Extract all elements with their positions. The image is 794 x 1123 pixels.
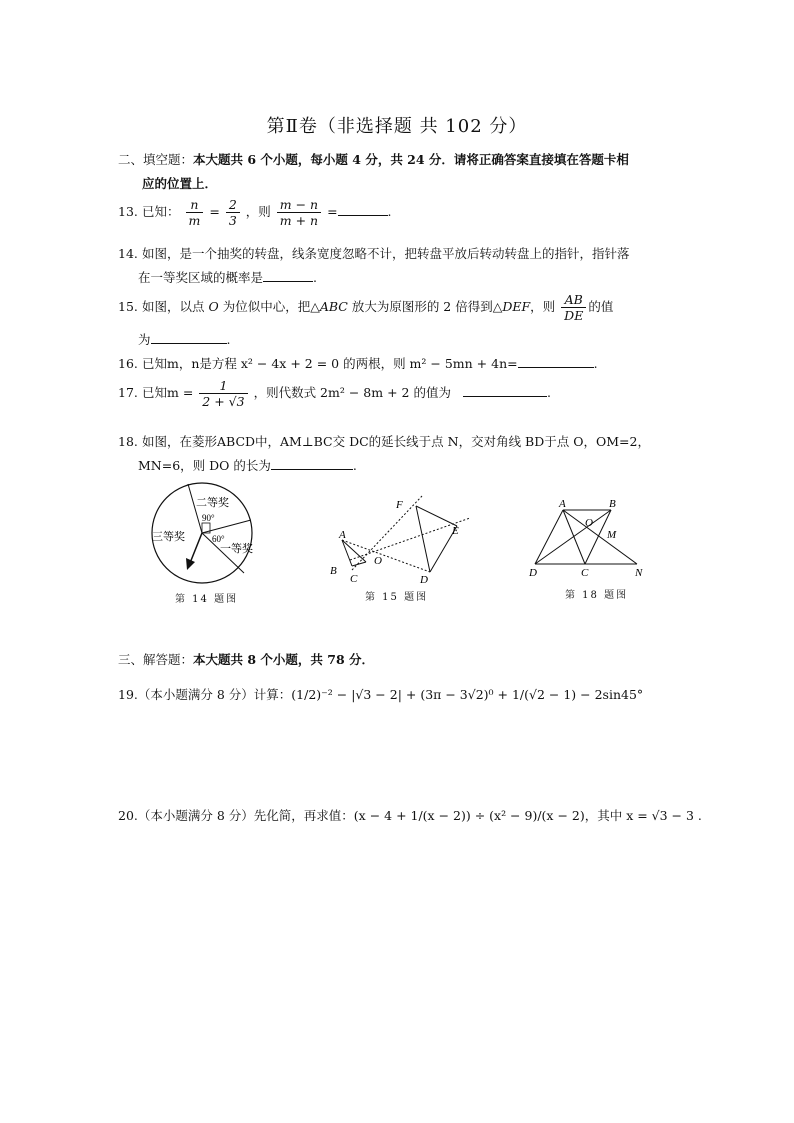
q13-answer-blank[interactable]	[338, 215, 388, 216]
label-angle-60: 60°	[212, 534, 225, 544]
figure-18-caption: 第 18 题图	[565, 590, 629, 601]
side-fd	[416, 506, 430, 572]
q15-answer-blank[interactable]	[151, 343, 227, 344]
side-bc	[352, 562, 366, 566]
question-18-line-2	[138, 456, 357, 474]
q17-suffix: ，则代数式 2m² − 8m + 2 的值为	[253, 385, 451, 400]
q13-f3-den: m + n	[279, 213, 319, 228]
q13-then: ，则	[245, 204, 271, 219]
point-o-label: O	[585, 517, 593, 529]
q17-prefix: 已知m =	[142, 385, 194, 400]
question-16	[118, 354, 598, 372]
q15-line-2-text: 为	[138, 332, 151, 347]
q13-f2-num: 2	[226, 197, 240, 213]
point-c-label: C	[350, 573, 358, 585]
point-c-label: C	[581, 567, 589, 579]
q14-dot: .	[313, 270, 317, 285]
figure-14-caption: 第 14 题图	[175, 594, 239, 605]
q13-prefix: 已知：	[142, 204, 180, 219]
question-15-line-2	[138, 330, 231, 348]
point-f-label: F	[396, 499, 403, 511]
q18-line-1: 如图，在菱形ABCD中，AM⊥BC交 DC的延长线于点 N，交对角线 BD于点 O，OM=2，	[142, 434, 650, 449]
section-3-heading	[118, 650, 374, 668]
q19-number: 19.	[118, 687, 138, 702]
q13-f2-den: 3	[228, 213, 237, 228]
point-a-label: A	[559, 498, 566, 510]
side-fe	[416, 506, 457, 526]
q13-fraction-2	[226, 197, 240, 228]
q13-number: 13.	[118, 204, 138, 219]
q17-frac-den: 2 + √3	[202, 394, 245, 409]
q15-prefix: 如图，以点	[142, 299, 209, 314]
q13-f1-num: n	[186, 197, 204, 213]
q16-dot: .	[593, 356, 598, 371]
point-e-label: E	[452, 525, 459, 537]
section-2-label: 二、填空题：	[118, 152, 194, 167]
point-n-label: N	[635, 567, 643, 579]
q13-fraction-3	[277, 197, 321, 228]
side-ab	[342, 540, 352, 566]
point-b-label: B	[330, 565, 337, 577]
q17-answer-blank[interactable]	[463, 396, 547, 397]
question-14	[118, 244, 630, 262]
question-17	[118, 378, 551, 409]
section-3-instructions: 本大题共 8 个小题，共 78 分．	[193, 652, 375, 667]
q20-text: （本小题满分 8 分）先化简，再求值：(x − 4 + 1/(x − 2)) ÷ (x² − 9)/(x − 2)，其中 x = √3 − 3 .	[137, 808, 702, 823]
spinner-pointer	[190, 533, 202, 563]
q19-text: （本小题满分 8 分）计算：(1/2)⁻² − |√3 − 2| + (3π − 3√2)⁰ + 1/(√2 − 1) − 2sin45°	[137, 687, 644, 702]
q13-f3-num: m − n	[277, 197, 321, 213]
q13-end-equals: =	[327, 204, 338, 219]
point-d-label: D	[529, 567, 537, 579]
q17-dot: .	[546, 385, 551, 400]
question-20	[118, 806, 702, 824]
q15-number: 15.	[118, 299, 138, 314]
section-2-heading	[118, 150, 629, 168]
q18-number: 18.	[118, 434, 138, 449]
q14-line-2-text: 在一等奖区域的概率是	[138, 270, 264, 285]
question-18	[118, 432, 650, 450]
question-19	[118, 685, 643, 703]
q14-number: 14.	[118, 246, 138, 261]
figure-15-similar-triangles	[322, 488, 477, 588]
q16-text: 已知m，n是方程 x² − 4x + 2 = 0 的两根，则 m² − 5mn + 4n=	[142, 356, 518, 371]
label-second-prize: 二等奖	[196, 497, 229, 509]
q17-fraction	[199, 378, 247, 409]
side-da	[535, 510, 563, 564]
q18-dot: .	[352, 458, 357, 473]
q14-line-1: 如图，是一个抽奖的转盘，线条宽度忽略不计，把转盘平放后转动转盘上的指针，指针落	[142, 246, 630, 261]
figure-15-caption: 第 15 题图	[365, 592, 429, 603]
q13-fraction-1	[186, 197, 204, 228]
label-angle-90: 90°	[202, 513, 215, 523]
point-a-label: A	[339, 529, 346, 541]
question-14-line-2	[138, 268, 317, 286]
point-b-label: B	[609, 498, 616, 510]
q15-triangle-def: DEF	[502, 299, 531, 314]
q15-mid-2: 放大为原图形的 2 倍得到△	[347, 299, 503, 314]
q13-dot: .	[387, 204, 392, 219]
q17-frac-num: 1	[199, 378, 247, 394]
q15-frac-num: AB	[561, 292, 586, 308]
figure-14-spinner	[140, 478, 270, 608]
section-2-instructions-cont: 应的位置上．	[142, 176, 218, 191]
q16-number: 16.	[118, 356, 138, 371]
q18-line-2-text: MN=6，则 DO 的长为	[138, 458, 271, 473]
q15-mid-1: 为位似中心，把△	[218, 299, 320, 314]
question-15	[118, 292, 613, 323]
q18-answer-blank[interactable]	[271, 469, 353, 470]
q17-number: 17.	[118, 385, 138, 400]
question-13	[118, 197, 392, 228]
section-2-instructions: 本大题共 6 个小题，每小题 4 分，共 24 分．请将正确答案直接填在答题卡相	[193, 152, 629, 167]
q15-point-o: O	[208, 299, 219, 314]
q15-dot: .	[226, 332, 231, 347]
q15-frac-den: DE	[564, 308, 584, 323]
figure-18-rhombus	[525, 496, 655, 581]
q15-suffix: 的值	[588, 299, 614, 314]
q13-equals: =	[209, 204, 220, 219]
point-d-label: D	[420, 574, 428, 586]
q13-f1-den: m	[188, 213, 201, 228]
q14-answer-blank[interactable]	[263, 281, 313, 282]
section-3-label: 三、解答题：	[118, 652, 194, 667]
q15-fraction	[561, 292, 586, 323]
q15-triangle-abc: ABC	[319, 299, 348, 314]
q15-mid-3: ，则	[530, 299, 556, 314]
page-title: 第Ⅱ卷（非选择题 共 102 分）	[266, 116, 528, 137]
q16-answer-blank[interactable]	[518, 367, 594, 368]
q20-number: 20.	[118, 808, 138, 823]
label-third-prize: 三等奖	[152, 531, 185, 543]
label-first-prize: 一等奖	[220, 543, 253, 555]
point-o-label: O	[374, 555, 382, 567]
point-m-label: M	[607, 529, 617, 541]
